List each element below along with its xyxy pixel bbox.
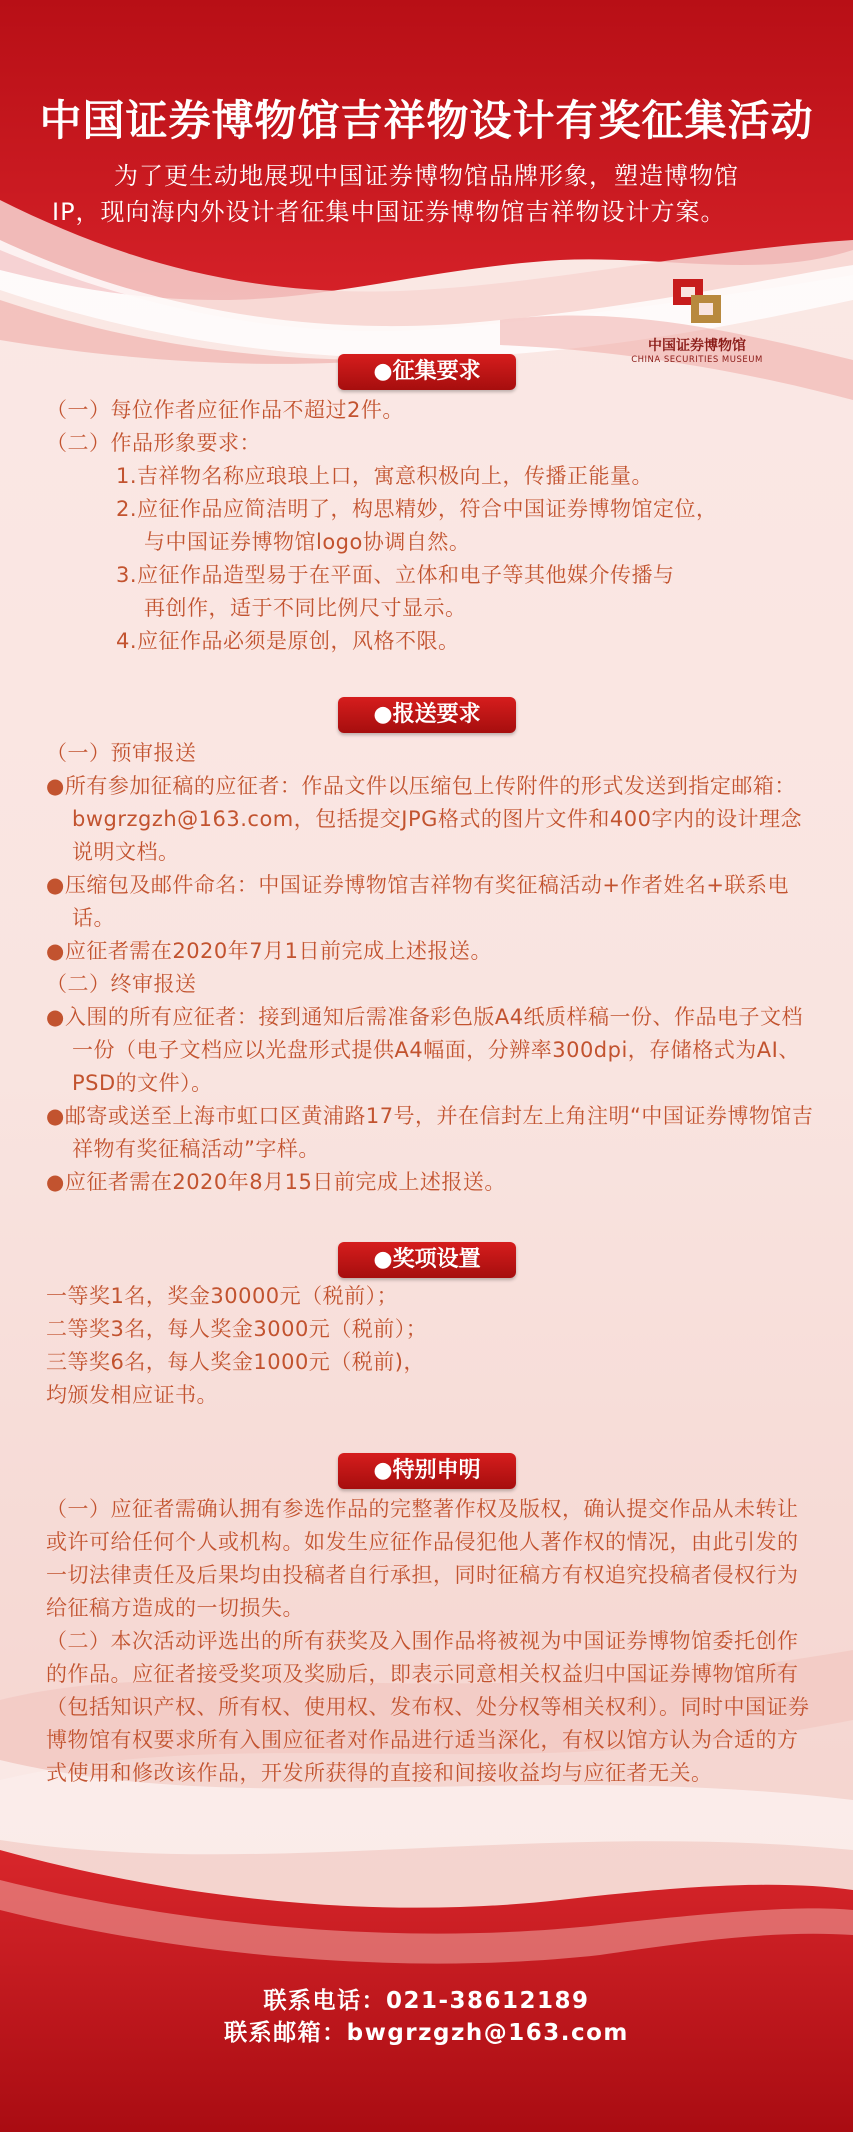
- section-heading-statement: ●特别申明: [338, 1453, 516, 1489]
- text-line: 三等奖6名，每人奖金1000元（税前)，: [46, 1350, 425, 1374]
- bullet-icon: ●: [46, 1005, 65, 1029]
- contact-email: 联系邮箱：bwgrzgzh@163.com: [224, 2020, 629, 2046]
- bullet-item: ●应征者需在2020年7月1日前完成上述报送。: [46, 939, 492, 963]
- page-title: 中国证券博物馆吉祥物设计有奖征集活动: [39, 96, 814, 145]
- bullet-item: ●所有参加征稿的应征者：作品文件以压缩包上传附件的形式发送到指定邮箱：bwgrzgzh@163.com，包括提交JPG格式的图片文件和400字内的设计理念说明文档。: [46, 774, 802, 864]
- bullet-item: ●入围的所有应征者：接到通知后需准备彩色版A4纸质样稿一份、作品电子文档一份（电子文档应以光盘形式提供A4幅面，分辨率300dpi，存储格式为AI、PSD的文件）。: [46, 1005, 804, 1095]
- text-line: （二）作品形象要求：: [46, 431, 261, 455]
- section-heading-awards: ●奖项设置: [338, 1242, 516, 1278]
- bullet-icon: ●: [46, 1104, 65, 1128]
- text-line: 4.应征作品必须是原创，风格不限。: [116, 629, 460, 653]
- bullet-item: ●压缩包及邮件命名：中国证券博物馆吉祥物有奖征稿活动+作者姓名+联系电话。: [46, 873, 790, 930]
- paragraph: （一）应征者需确认拥有参选作品的完整著作权及版权，确认提交作品从未转让或许可给任何个人或机构。如发生应征作品侵犯他人著作权的情况，由此引发的一切法律责任及后果均由投稿者自行承担，同时征稿方有权追究投稿者侵权行为给征稿方造成的一切损失。: [46, 1497, 799, 1620]
- intro-line: IP，现向海内外设计者征集中国证券博物馆吉祥物设计方案。: [52, 198, 726, 226]
- bullet-item: ●邮寄或送至上海市虹口区黄浦路17号，并在信封左上角注明“中国证券博物馆吉祥物有奖征稿活动”字样。: [46, 1104, 814, 1161]
- paragraph: （二）本次活动评选出的所有获奖及入围作品将被视为中国证券博物馆委托创作的作品。应征者接受奖项及奖励后，即表示同意相关权益归中国证券博物馆所有（包括知识产权、所有权、使用权、发布权、处分权等相关权利）。同时中国证券博物馆有权要求所有入围应征者对作品进行适当深化，有权以馆方认为合适的方式使用和修改该作品，开发所获得的直接和间接收益均与应征者无关。: [46, 1629, 810, 1785]
- bullet-icon: ●: [46, 939, 65, 963]
- subsection-title: （二）终审报送: [46, 972, 197, 996]
- logo-name-cn: 中国证券博物馆: [648, 338, 746, 354]
- text-line: 再创作，适于不同比例尺寸显示。: [144, 596, 467, 620]
- section-statement-body: [46, 1493, 816, 1790]
- museum-logo: [622, 275, 772, 365]
- text-line: 2.应征作品应简洁明了，构思精妙，符合中国证券博物馆定位，: [116, 497, 718, 521]
- contact-phone: 联系电话：021-38612189: [263, 1988, 590, 2014]
- bullet-icon: ●: [46, 774, 65, 798]
- logo-name-en: CHINA SECURITIES MUSEUM: [631, 355, 763, 365]
- text-line: 二等奖3名，每人奖金3000元（税前）；: [46, 1317, 428, 1341]
- section-collect-body: [46, 394, 816, 658]
- text-line: 均颁发相应证书。: [46, 1383, 218, 1407]
- bullet-icon: ●: [46, 873, 65, 897]
- text-line: （一）每位作者应征作品不超过2件。: [46, 398, 404, 422]
- museum-logo-icon: [669, 275, 725, 327]
- text-line: 一等奖1名，奖金30000元（税前）；: [46, 1284, 399, 1308]
- intro-line: 为了更生动地展现中国证券博物馆品牌形象，塑造博物馆: [114, 162, 739, 190]
- section-heading-submit: ●报送要求: [338, 697, 516, 733]
- text-line: 3.应征作品造型易于在平面、立体和电子等其他媒介传播与: [116, 563, 675, 587]
- text-line: 与中国证券博物馆logo协调自然。: [144, 530, 471, 554]
- section-heading-collect: ●征集要求: [338, 354, 516, 390]
- subsection-title: （一）预审报送: [46, 741, 197, 765]
- bullet-item: ●应征者需在2020年8月15日前完成上述报送。: [46, 1170, 506, 1194]
- section-awards-body: [46, 1280, 816, 1412]
- bullet-icon: ●: [46, 1170, 65, 1194]
- text-line: 1.吉祥物名称应琅琅上口，寓意积极向上，传播正能量。: [116, 464, 654, 488]
- section-submit-body: [46, 737, 816, 1199]
- contact-info: [0, 1985, 853, 2049]
- intro-text: [52, 158, 812, 230]
